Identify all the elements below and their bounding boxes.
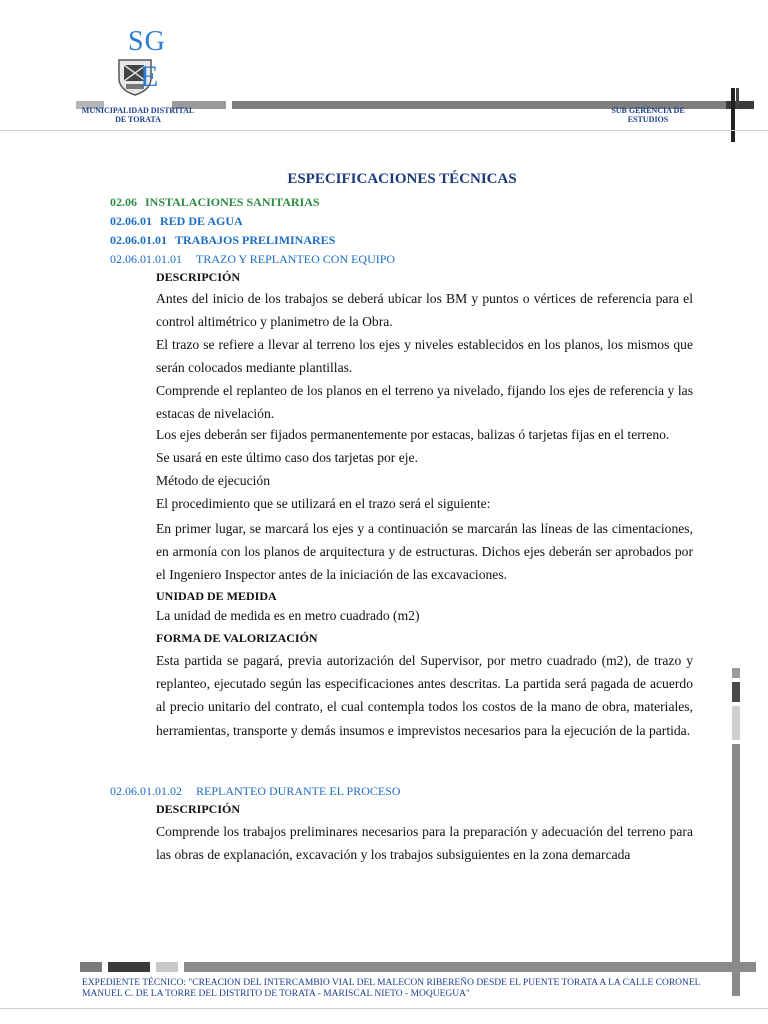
section-heading-3 <box>110 233 335 248</box>
paragraph: Comprende el replanteo de los planos en el terreno ya nivelado, fijando los ejes de referencia y las estacas de nivelación. <box>156 383 693 422</box>
paragraph: Antes del inicio de los trabajos se deberá ubicar los BM y puntos o vértices de referencia para el control altimétrico y planimetro de la Obra. <box>156 291 693 330</box>
footer-bar <box>156 962 178 972</box>
side-bar-light <box>732 706 740 740</box>
item-code: 02.06.01.01.02 <box>110 784 182 798</box>
header-vertical-bar <box>736 88 739 108</box>
section-label: INSTALACIONES SANITARIAS <box>145 195 320 209</box>
section-label: TRABAJOS PRELIMINARES <box>175 233 336 247</box>
method-label: Método de ejecución <box>156 473 270 488</box>
valuation-text: Esta partida se pagará, previa autorización del Supervisor, por metro cuadrado (m2), de trazo y replanteo, ejecutado según las especificaciones antes descritas. La partida será pagada de acuerdo al precio unitario del contrato, el cual contempla todos los costos de la mano de obra, materiales, herramientas, transporte y demás insumos e imprevistos necesarios para la ejecución de la partida. <box>156 653 693 738</box>
side-bar-mid <box>732 744 740 996</box>
unit-text: La unidad de medida es en metro cuadrado (m2) <box>156 608 420 623</box>
paragraph: El trazo se refiere a llevar al terreno los ejes y niveles establecidos en los planos, los mismos que serán colocados mediante plantillas. <box>156 337 693 376</box>
org-name-right: SUB GERENCIA DE ESTUDIOS <box>611 106 685 124</box>
header-rule <box>0 130 768 131</box>
section-heading-1 <box>110 195 320 210</box>
header-vertical-bar <box>731 88 735 142</box>
side-bar-dark <box>732 682 740 702</box>
footer-bar <box>80 962 102 972</box>
valuation-label: FORMA DE VALORIZACIÓN <box>156 631 318 645</box>
logo-text-e: E <box>140 60 159 93</box>
description-label: DESCRIPCIÓN <box>156 270 241 284</box>
item-code: 02.06.01.01.01 <box>110 252 182 266</box>
section-label: RED DE AGUA <box>160 214 243 228</box>
footer-rule <box>0 1008 768 1009</box>
paragraph: Comprende los trabajos preliminares necesarios para la preparación y adecuación del terreno para las obras de explanación, excavación y los trabajos subsiguientes en la zona demarcada <box>156 824 693 863</box>
section-heading-2 <box>110 214 243 229</box>
footer-project-text: EXPEDIENTE TÉCNICO: "CREACION DEL INTERCAMBIO VIAL DEL MALECON RIBEREÑO DESDE EL PUENTE TORATA A LA CALLE CORONEL MANUEL C. DE LA TORRE DEL DISTRITO DE TORATA - MARISCAL NIETO - MOQUEGUA" <box>82 978 701 999</box>
footer-bar <box>184 962 756 972</box>
paragraph: En primer lugar, se marcará los ejes y a continuación se marcarán las líneas de las cimentaciones, en armonía con los planos de arquitectura y de estructuras. Dichos ejes deberán ser aprobados por el Ingeniero Inspector antes de la iniciación de las excavaciones. <box>156 521 693 583</box>
org-name-left: MUNICIPALIDAD DISTRITAL DE TORATA <box>81 106 195 124</box>
description-label: DESCRIPCIÓN <box>156 802 241 816</box>
municipal-logo <box>112 26 174 100</box>
side-bar-light <box>732 668 740 678</box>
logo-text-sg: SG <box>128 26 166 57</box>
page-title: ESPECIFICACIONES TÉCNICAS <box>287 171 517 187</box>
paragraph: Se usará en este último caso dos tarjetas por eje. <box>156 450 418 465</box>
item-label: REPLANTEO DURANTE EL PROCESO <box>196 784 401 798</box>
section-code: 02.06.01 <box>110 214 152 228</box>
section-code: 02.06.01.01 <box>110 233 167 247</box>
paragraph: Los ejes deberán ser fijados permanentemente por estacas, balizas ó tarjetas fijas en el terreno. <box>156 427 670 442</box>
paragraph: El procedimiento que se utilizará en el trazo será el siguiente: <box>156 496 491 511</box>
item-heading <box>110 784 401 799</box>
footer-bar <box>108 962 150 972</box>
section-code: 02.06 <box>110 195 137 209</box>
item-heading <box>110 252 395 267</box>
item-label: TRAZO Y REPLANTEO CON EQUIPO <box>196 252 396 266</box>
unit-label: UNIDAD DE MEDIDA <box>156 589 277 603</box>
